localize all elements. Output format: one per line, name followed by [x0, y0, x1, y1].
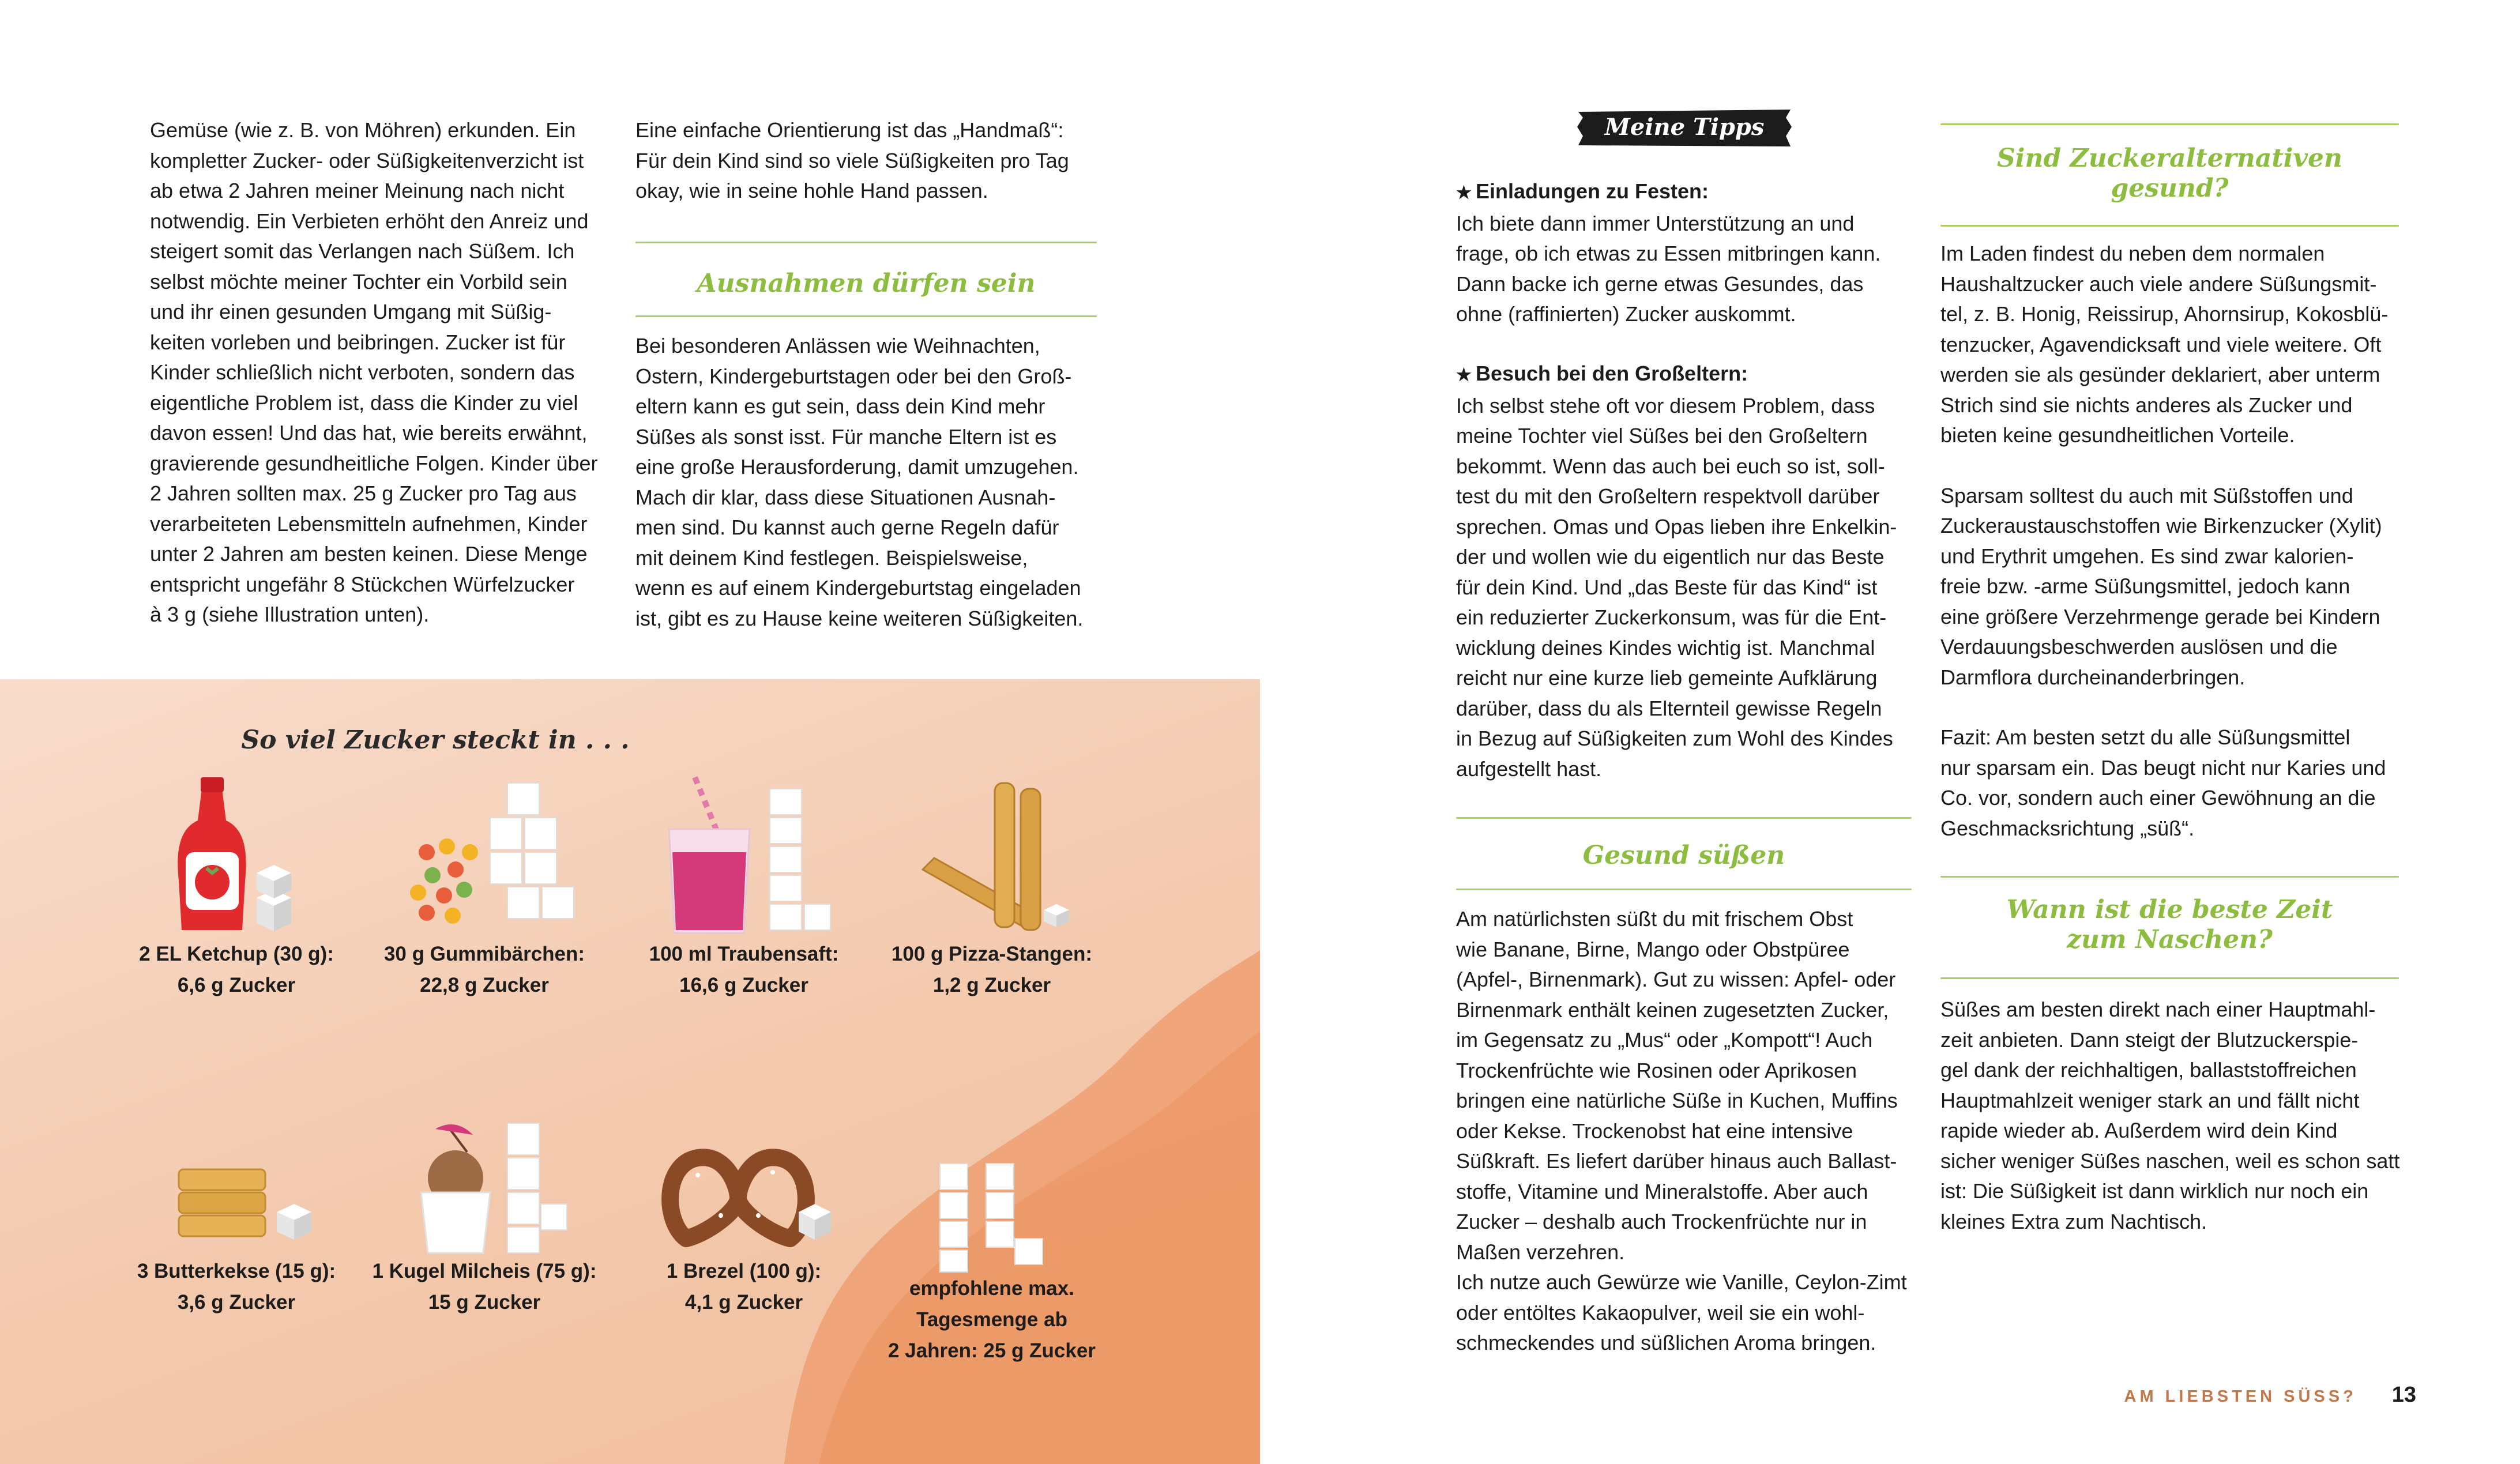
text-line: wenn es auf einem Kindergeburtstag eingeladen: [635, 576, 1081, 600]
text-line: freie bzw. -arme Süßungsmittel, jedoch kann: [1940, 574, 2350, 598]
section-title: Sind Zuckeralternativen: [1997, 144, 2342, 173]
item-value: Tagesmenge ab: [916, 1308, 1067, 1331]
text-line: verarbeiteten Lebensmitteln aufnehmen, Kinder: [150, 511, 588, 536]
text-line: steigert somit das Verlangen nach Süßem. Ich: [150, 239, 575, 263]
text-line: mit deinem Kind festlegen. Beispielsweise,: [635, 545, 1028, 570]
divider: [1456, 817, 1912, 819]
text-line: stoffe, Vitamine und Mineralstoffe. Aber auch: [1456, 1179, 1868, 1203]
text-line: Dann backe ich gerne etwas Gesundes, das: [1456, 272, 1864, 296]
divider: [1940, 876, 2399, 878]
pizzasticks-item: [877, 766, 1107, 1001]
tip-heading-text: Einladungen zu Festen:: [1476, 179, 1709, 203]
text-line: kompletter Zucker- oder Süßigkeitenverzicht ist: [150, 148, 584, 172]
item-label: 100 ml Traubensaft:: [649, 943, 839, 965]
text-line: Ich biete dann immer Unterstützung an und: [1456, 211, 1855, 235]
text-line: in Bezug auf Süßigkeiten zum Wohl des Kindes: [1456, 727, 1893, 750]
text-line: Hauptmahlzeit weniger stark an und fällt nicht: [1940, 1088, 2360, 1112]
text-line: ohne (raffinierten) Zucker auskommt.: [1456, 302, 1796, 326]
text-line: Fazit: Am besten setzt du alle Süßungsmittel: [1940, 725, 2350, 749]
item-label: 1 Brezel (100 g):: [666, 1260, 822, 1282]
divider: [1940, 977, 2399, 979]
text-line: zeit anbieten. Dann steigt der Blutzuckerspie-: [1940, 1028, 2359, 1052]
item-label: 100 g Pizza-Stangen:: [891, 943, 1093, 965]
text-line: unter 2 Jahren am besten keinen. Diese Menge: [150, 542, 588, 566]
text-line: à 3 g (siehe Illustration unten).: [150, 603, 430, 626]
tip-heading-text: Besuch bei den Großeltern:: [1476, 362, 1748, 385]
divider: [1456, 889, 1912, 890]
text-line: entspricht ungefähr 8 Stückchen Würfelzucker: [150, 572, 575, 596]
section-title-line2: zum Naschen?: [2067, 925, 2273, 954]
text-line: meine Tochter viel Süßes bei den Großeltern: [1456, 424, 1868, 447]
text-line: reicht nur eine kurze lieb gemeinte Aufklärung: [1456, 666, 1878, 690]
paragraph-gap: [1940, 451, 2419, 481]
text-line: Mach dir klar, dass diese Situationen Ausnah-: [635, 485, 1056, 509]
text-line: (Apfel-, Birnenmark). Gut zu wissen: Apfel- oder: [1456, 968, 1896, 991]
item-label: empfohlene max.: [909, 1277, 1074, 1300]
running-footer-label: AM LIEBSTEN SÜSS?: [2124, 1387, 2357, 1406]
text-line: sicher weniger Süßes naschen, weil es schon satt: [1940, 1149, 2400, 1173]
text-line: nur sparsam ein. Das beugt nicht nur Karies und: [1940, 755, 2386, 780]
tips-badge: [1575, 107, 1794, 149]
text-line: notwendig. Ein Verbieten erhöht den Anreiz und: [150, 209, 589, 233]
section-title-line2: gesund?: [2111, 174, 2229, 203]
text-line: ist, gibt es zu Hause keine weiteren Süßigkeiten.: [635, 606, 1084, 630]
text-line: gel dank der reichhaltigen, ballaststoffreichen: [1940, 1058, 2357, 1082]
text-line: selbst möchte meiner Tochter ein Vorbild sein: [150, 269, 567, 293]
tip-heading: [1456, 176, 1935, 209]
sugar-infographic: [0, 679, 1260, 1464]
text-line: Geschmacksrichtung „süß“.: [1940, 816, 2195, 840]
item-label: 2 EL Ketchup (30 g):: [139, 943, 334, 965]
gummibear-icons: [410, 838, 478, 924]
text-line: Ich nutze auch Gewürze wie Vanille, Ceylon-Zimt: [1456, 1270, 1907, 1294]
alternativen-heading: [1940, 121, 2399, 231]
item-value: 4,1 g Zucker: [684, 1291, 803, 1314]
naschen-text: [1940, 995, 2419, 1237]
text-line: Sparsam solltest du auch mit Süßstoffen und: [1940, 483, 2353, 507]
text-line: für dein Kind. Und „das Beste für das Kind“ ist: [1456, 575, 1878, 599]
section-title: Gesund süßen: [1582, 841, 1785, 870]
text-line: 2 Jahren sollten max. 25 g Zucker pro Tag aus: [150, 481, 577, 505]
pretzel-illustration: [652, 1129, 836, 1256]
text-line: und Erythrit umgehen. Es sind zwar kalorien-: [1940, 544, 2354, 568]
text-line: tenzucker, Agavendicksaft und viele weitere. Oft: [1940, 332, 2382, 356]
text-line: Verdauungsbeschwerden auslösen und die: [1940, 635, 2338, 658]
tips-badge-label: Meine Tipps: [1604, 114, 1765, 141]
item-value: 3,6 g Zucker: [177, 1291, 296, 1314]
text-line: Zuckeraustauschstoffen wie Birkenzucker (Xylit): [1940, 514, 2382, 537]
pizza-sticks-illustration: [900, 766, 1084, 939]
item-value: 22,8 g Zucker: [420, 974, 549, 996]
text-line: Zucker – deshalb auch Trockenfrüchte nur in: [1456, 1210, 1867, 1233]
page-footer: [2124, 1383, 2416, 1407]
item-label: 1 Kugel Milcheis (75 g):: [372, 1260, 597, 1282]
gesund-heading: [1456, 815, 1912, 895]
text-line: Am natürlichsten süßt du mit frischem Obst: [1456, 907, 1853, 931]
text-line: aufgestellt hast.: [1456, 757, 1602, 781]
text-line: Strich sind sie nichts anderes als Zucker und: [1940, 393, 2353, 417]
naschen-heading: [1940, 874, 2399, 983]
grapejuice-item: [629, 766, 859, 1001]
text-line: ab etwa 2 Jahren meiner Meinung nach nicht: [150, 179, 565, 202]
text-line: oder Kekse. Trockenobst hat eine intensive: [1456, 1119, 1853, 1143]
text-line: eltern kann es gut sein, dass dein Kind mehr: [635, 394, 1045, 418]
handmass-text-column: [635, 115, 1108, 206]
text-line: okay, wie in seine hohle Hand passen.: [635, 179, 988, 202]
text-line: Birnenmark enthält keinen zugesetzten Zucker,: [1456, 998, 1889, 1022]
section-title: Ausnahmen dürfen sein: [697, 269, 1036, 298]
biscuits-illustration: [144, 1129, 329, 1256]
text-line: Trockenfrüchte wie Rosinen oder Aprikosen: [1456, 1058, 1857, 1082]
item-label: 30 g Gummibärchen:: [383, 943, 585, 965]
item-value: 16,6 g Zucker: [679, 974, 808, 996]
star-icon: ★: [1456, 366, 1472, 385]
ketchup-illustration: [150, 766, 323, 939]
text-line: Für dein Kind sind so viele Süßigkeiten pro Tag: [635, 148, 1069, 172]
star-icon: ★: [1456, 183, 1472, 202]
item-value: 6,6 g Zucker: [177, 974, 296, 996]
sugar-cubes-illustration: [928, 1158, 1055, 1273]
text-line: rapide wieder ab. Außerdem wird dein Kind: [1940, 1119, 2338, 1142]
text-line: bekommt. Wenn das auch bei euch so ist, soll-: [1456, 454, 1885, 478]
text-line: eine größere Verzehrmenge gerade bei Kindern: [1940, 604, 2380, 628]
item-value-line2: 2 Jahren: 25 g Zucker: [888, 1339, 1096, 1362]
intro-text-column: [150, 115, 611, 630]
divider: [1940, 225, 2399, 227]
text-line: Ich selbst stehe oft vor diesem Problem, dass: [1456, 393, 1875, 417]
text-line: kleines Extra zum Nachtisch.: [1940, 1209, 2207, 1233]
text-line: bringen eine natürliche Süße in Kuchen, Muffins: [1456, 1089, 1898, 1112]
text-line: Gemüse (wie z. B. von Möhren) erkunden. Ein: [150, 118, 576, 142]
text-line: bieten keine gesundheitlichen Vorteile.: [1940, 423, 2295, 447]
divider: [635, 315, 1097, 317]
text-line: oder entöltes Kakaopulver, weil sie ein wohl-: [1456, 1300, 1865, 1324]
milcheis-item: [369, 1117, 600, 1318]
gesund-text: [1456, 904, 1935, 1358]
text-line: Süßes am besten direkt nach einer Hauptmahl-: [1940, 998, 2376, 1021]
ketchup-item: [121, 766, 352, 1001]
paragraph-gap: [1940, 693, 2419, 722]
text-line: ein reduzierter Zuckerkonsum, was für die Ent-: [1456, 605, 1887, 629]
text-line: im Gegensatz zu „Mus“ oder „Kompott“! Auch: [1456, 1028, 1873, 1052]
text-line: eine große Herausforderung, damit umzugehen.: [635, 455, 1079, 479]
text-line: men sind. Du kannst auch gerne Regeln dafür: [635, 515, 1059, 539]
tip-heading: [1456, 359, 1935, 391]
text-line: Eine einfache Orientierung ist das „Handmaß“:: [635, 118, 1064, 142]
tip-einladungen: [1456, 176, 1935, 330]
text-line: frage, ob ich etwas zu Essen mitbringen kann.: [1456, 242, 1881, 265]
text-line: Kinder schließlich nicht verboten, sondern das: [150, 360, 575, 384]
text-line: der und wollen wie du eigentlich nur das Beste: [1456, 545, 1885, 569]
text-line: gravierende gesundheitliche Folgen. Kinder über: [150, 451, 598, 475]
alternativen-text: [1940, 239, 2419, 844]
text-line: eigentliche Problem ist, dass die Kinder zu viel: [150, 390, 578, 415]
section-title: Wann ist die beste Zeit: [2006, 895, 2333, 924]
text-line: wie Banane, Birne, Mango oder Obstpüree: [1456, 937, 1850, 961]
text-line: werden sie als gesünder deklariert, aber unterm: [1940, 363, 2380, 386]
ice-cream-illustration: [392, 1117, 577, 1256]
text-line: Maßen verzehren.: [1456, 1240, 1625, 1264]
ausnahmen-text: [635, 331, 1108, 634]
text-line: Im Laden findest du neben dem normalen: [1940, 242, 2325, 265]
text-line: wicklung deines Kindes wichtig ist. Manchmal: [1456, 635, 1875, 660]
ausnahmen-heading: [635, 239, 1097, 320]
text-line: Bei besonderen Anlässen wie Weihnachten,: [635, 334, 1040, 357]
text-line: test du mit den Großeltern respektvoll darüber: [1456, 484, 1880, 508]
text-line: keiten vorleben und beibringen. Zucker ist für: [150, 330, 566, 354]
tip-grosseltern: [1456, 359, 1935, 784]
butterkekse-item: [121, 1129, 352, 1318]
text-line: davon essen! Und das hat, wie bereits erwähnt,: [150, 421, 588, 445]
page-number: 13: [2391, 1383, 2416, 1407]
text-line: und ihr einen gesunden Umgang mit Süßig-: [150, 300, 552, 323]
text-line: Süßes als sonst isst. Für manche Eltern ist es: [635, 424, 1057, 449]
divider: [1940, 123, 2399, 125]
infographic-title: So viel Zucker steckt in . . .: [241, 725, 630, 755]
text-line: darüber, dass du als Elternteil gewisse Regeln: [1456, 696, 1882, 720]
juice-glass-illustration: [652, 766, 836, 939]
item-value: 15 g Zucker: [428, 1291, 541, 1314]
text-line: sprechen. Omas und Opas lieben ihre Enkelkin-: [1456, 514, 1897, 539]
text-line: schmeckendes und süßlichen Aroma bringen.: [1456, 1331, 1876, 1354]
text-line: ist: Die Süßigkeit ist dann wirklich nur noch ein: [1940, 1179, 2369, 1203]
divider: [635, 242, 1097, 243]
recommended-max-item: [877, 1158, 1107, 1367]
gummibears-item: [369, 766, 600, 1001]
text-line: Ostern, Kindergeburtstagen oder bei den Groß-: [635, 364, 1072, 388]
text-line: Haushaltzucker auch viele andere Süßungsmit-: [1940, 272, 2377, 296]
brezel-item: [629, 1129, 859, 1318]
text-line: Co. vor, sondern auch einer Gewöhnung an die: [1940, 786, 2376, 810]
gummibears-illustration: [392, 766, 577, 939]
text-line: tel, z. B. Honig, Reissirup, Ahornsirup, Kokosblü-: [1940, 302, 2389, 326]
item-label: 3 Butterkekse (15 g):: [137, 1260, 336, 1282]
item-value: 1,2 g Zucker: [932, 974, 1051, 996]
text-line: Süßkraft. Es liefert darüber hinaus auch Ballast-: [1456, 1149, 1897, 1173]
text-line: Darmflora durcheinanderbringen.: [1940, 665, 2246, 689]
